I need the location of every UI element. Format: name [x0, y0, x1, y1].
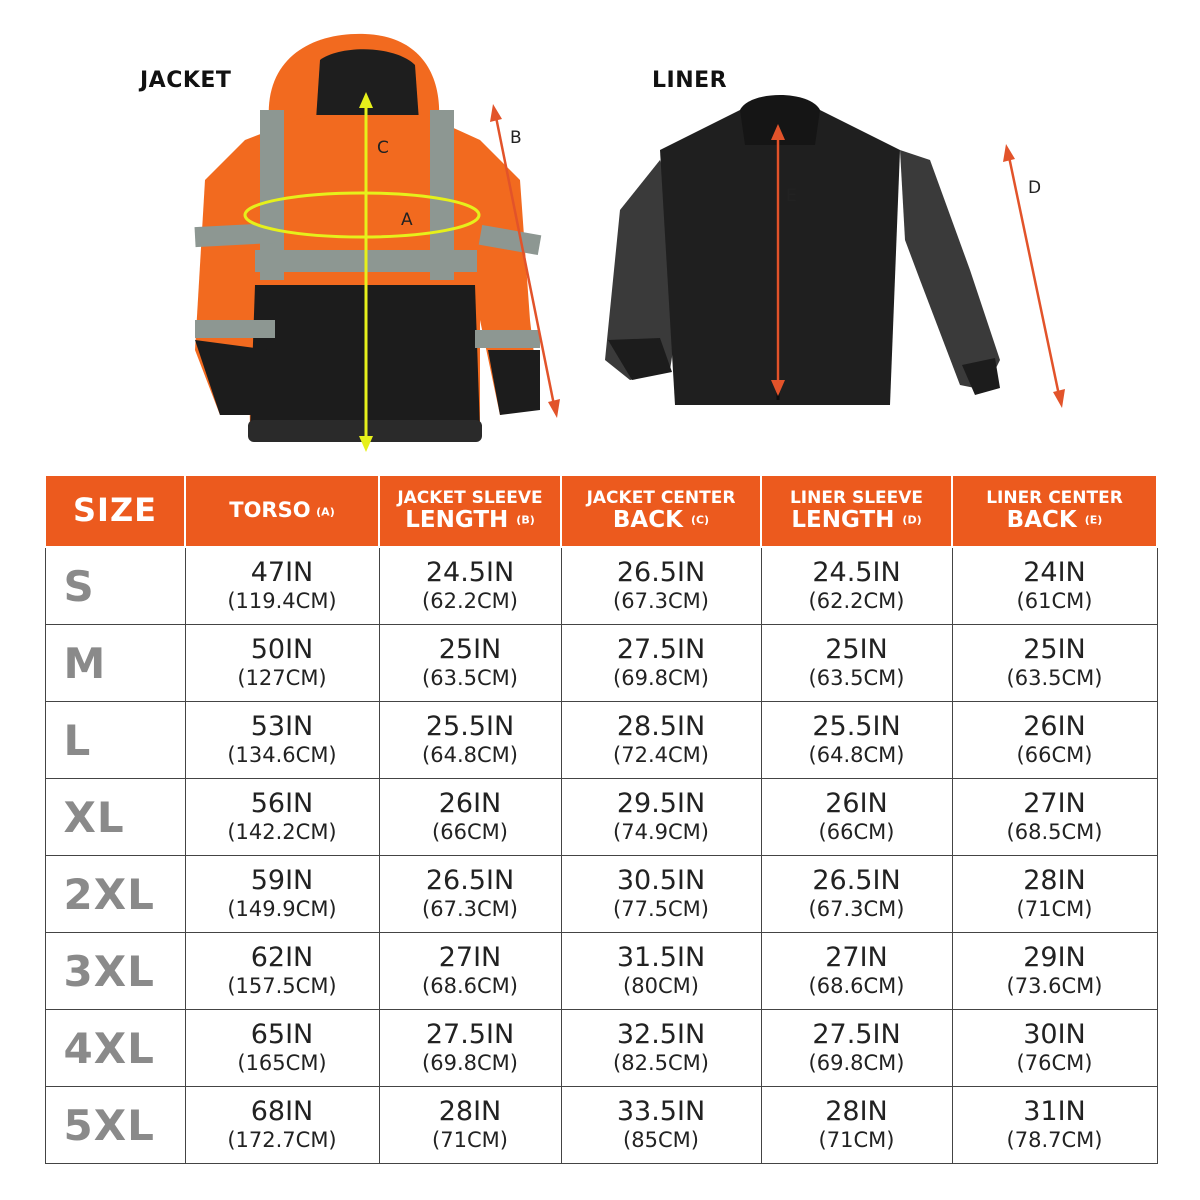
size-cell: L: [45, 702, 185, 779]
torso-cell: [185, 547, 379, 625]
liner-back-cm: (61CM): [1016, 589, 1093, 613]
liner-sleeve-cm: (64.8CM): [808, 743, 905, 767]
size-cell: S: [45, 547, 185, 625]
table-row: [45, 547, 1157, 625]
jacket-sleeve-cell: [379, 547, 561, 625]
liner-back-cell: [952, 547, 1157, 625]
liner-back-in: 29IN: [1023, 942, 1086, 973]
liner-sleeve-cm: (68.6CM): [808, 974, 905, 998]
header-liner-back-top: LINER CENTER: [986, 488, 1123, 508]
liner-back-cell: [952, 779, 1157, 856]
torso-in: 65IN: [250, 1019, 314, 1050]
header-torso-sub: (A): [316, 505, 335, 519]
liner-back-cell: [952, 625, 1157, 702]
liner-back-cm: (76CM): [1016, 1051, 1093, 1075]
header-jacket-sleeve-sub: (B): [516, 513, 535, 527]
liner-back-in: 24IN: [1023, 557, 1086, 588]
liner-back-cell: [952, 1010, 1157, 1087]
torso-cell: [185, 856, 379, 933]
table-row: [45, 702, 1157, 779]
torso-in: 56IN: [250, 788, 314, 819]
jacket-back-in: 26.5IN: [616, 557, 706, 588]
table-header-row: [45, 475, 1157, 547]
header-liner-sleeve-top: LINER SLEEVE: [789, 488, 924, 508]
liner-sleeve-cell: [761, 702, 952, 779]
jacket-back-in: 31.5IN: [616, 942, 706, 973]
header-jacket-sleeve: [379, 475, 561, 547]
liner-back-cm: (63.5CM): [1006, 666, 1103, 690]
torso-cm: (149.9CM): [227, 897, 337, 921]
liner-sleeve-in: 28IN: [825, 1096, 888, 1127]
torso-cm: (127CM): [237, 666, 327, 690]
jacket-back-cell: [561, 1010, 761, 1087]
jacket-sleeve-cm: (62.2CM): [422, 589, 518, 613]
jacket-sleeve-cm: (67.3CM): [422, 897, 518, 921]
torso-cell: [185, 1010, 379, 1087]
liner-back-in: 30IN: [1023, 1019, 1086, 1050]
jacket-back-cell: [561, 933, 761, 1010]
header-jacket-sleeve-bottom: LENGTH: [405, 506, 509, 533]
size-cell: 4XL: [45, 1010, 185, 1087]
liner-sleeve-cm: (63.5CM): [808, 666, 905, 690]
liner-back-in: 26IN: [1023, 711, 1086, 742]
jacket-label: JACKET: [140, 68, 232, 93]
liner-back-cell: [952, 702, 1157, 779]
jacket-back-cm: (77.5CM): [613, 897, 709, 921]
liner-sleeve-cm: (67.3CM): [808, 897, 905, 921]
size-cell: M: [45, 625, 185, 702]
header-jacket-back-sub: (C): [690, 513, 710, 527]
liner-back-cm: (73.6CM): [1006, 974, 1103, 998]
table-row: [45, 1087, 1157, 1164]
liner-sleeve-in: 26IN: [825, 788, 888, 819]
jacket-sleeve-in: 27IN: [438, 942, 502, 973]
size-cell: XL: [45, 779, 185, 856]
jacket-back-in: 30.5IN: [616, 865, 706, 896]
table-row: [45, 625, 1157, 702]
torso-in: 68IN: [250, 1096, 314, 1127]
torso-cm: (119.4CM): [227, 589, 337, 613]
size-chart-table: [44, 474, 1158, 1164]
liner-sleeve-in: 25.5IN: [812, 711, 901, 742]
torso-cell: [185, 933, 379, 1010]
liner-back-in: 31IN: [1023, 1096, 1086, 1127]
liner-sleeve-cm: (62.2CM): [808, 589, 905, 613]
liner-back-in: 27IN: [1023, 788, 1086, 819]
jacket-sleeve-cell: [379, 933, 561, 1010]
header-torso: [185, 475, 379, 547]
measure-label-e: E: [786, 186, 797, 206]
jacket-sleeve-cell: [379, 779, 561, 856]
liner-label: LINER: [652, 68, 728, 93]
jacket-sleeve-cm: (71CM): [432, 1128, 508, 1152]
jacket-back-cm: (67.3CM): [613, 589, 709, 613]
header-liner-sleeve-sub: (D): [902, 513, 922, 527]
size-cell: 3XL: [45, 933, 185, 1010]
table-row: [45, 856, 1157, 933]
liner-back-cm: (78.7CM): [1006, 1128, 1103, 1152]
liner-sleeve-cell: [761, 1010, 952, 1087]
header-liner-sleeve: [761, 475, 952, 547]
header-jacket-back-bottom: BACK: [612, 506, 683, 533]
liner-back-in: 25IN: [1023, 634, 1086, 665]
jacket-sleeve-cm: (66CM): [432, 820, 508, 844]
torso-in: 47IN: [250, 557, 314, 588]
table-row: [45, 779, 1157, 856]
header-size: SIZE: [45, 475, 185, 547]
liner-sleeve-cell: [761, 856, 952, 933]
jacket-sleeve-cell: [379, 856, 561, 933]
liner-sleeve-in: 24.5IN: [812, 557, 901, 588]
liner-sleeve-cell: [761, 779, 952, 856]
jacket-back-cm: (85CM): [623, 1128, 699, 1152]
jacket-sleeve-in: 25IN: [438, 634, 502, 665]
liner-sleeve-in: 27IN: [825, 942, 888, 973]
liner-sleeve-in: 26.5IN: [812, 865, 901, 896]
torso-cell: [185, 779, 379, 856]
size-cell: 2XL: [45, 856, 185, 933]
liner-sleeve-cm: (66CM): [818, 820, 895, 844]
header-liner-back-sub: (E): [1084, 513, 1103, 527]
liner-back-cm: (66CM): [1016, 743, 1093, 767]
liner-image: [600, 90, 1080, 420]
measure-label-b: B: [510, 128, 522, 148]
jacket-sleeve-in: 26.5IN: [425, 865, 515, 896]
jacket-back-in: 28.5IN: [616, 711, 706, 742]
torso-cell: [185, 702, 379, 779]
jacket-sleeve-in: 26IN: [438, 788, 502, 819]
measure-label-c: C: [377, 138, 389, 158]
liner-back-cell: [952, 1087, 1157, 1164]
jacket-back-cell: [561, 547, 761, 625]
jacket-back-cell: [561, 779, 761, 856]
liner-back-cm: (71CM): [1016, 897, 1093, 921]
header-torso-label: TORSO: [229, 498, 311, 523]
liner-back-cm: (68.5CM): [1006, 820, 1103, 844]
measure-label-a: A: [401, 210, 413, 230]
torso-cm: (142.2CM): [227, 820, 337, 844]
jacket-back-cell: [561, 1087, 761, 1164]
jacket-sleeve-cm: (64.8CM): [422, 743, 518, 767]
liner-sleeve-cell: [761, 547, 952, 625]
jacket-back-in: 27.5IN: [616, 634, 706, 665]
jacket-sleeve-in: 24.5IN: [425, 557, 515, 588]
torso-in: 53IN: [250, 711, 314, 742]
jacket-sleeve-in: 25.5IN: [425, 711, 515, 742]
torso-cm: (172.7CM): [227, 1128, 337, 1152]
jacket-sleeve-in: 28IN: [438, 1096, 502, 1127]
jacket-sleeve-cell: [379, 625, 561, 702]
torso-in: 50IN: [250, 634, 314, 665]
torso-cm: (165CM): [237, 1051, 327, 1075]
jacket-sleeve-cm: (68.6CM): [422, 974, 518, 998]
liner-back-in: 28IN: [1023, 865, 1086, 896]
liner-back-cell: [952, 856, 1157, 933]
header-jacket-sleeve-top: JACKET SLEEVE: [397, 488, 543, 508]
jacket-back-cell: [561, 702, 761, 779]
jacket-sleeve-cell: [379, 1010, 561, 1087]
jacket-back-cm: (80CM): [623, 974, 699, 998]
jacket-sleeve-cell: [379, 702, 561, 779]
liner-sleeve-in: 27.5IN: [812, 1019, 901, 1050]
size-cell: 5XL: [45, 1087, 185, 1164]
liner-sleeve-cell: [761, 625, 952, 702]
jacket-back-cell: [561, 625, 761, 702]
table-row: [45, 933, 1157, 1010]
jacket-back-in: 29.5IN: [616, 788, 706, 819]
liner-back-cell: [952, 933, 1157, 1010]
header-liner-sleeve-bottom: LENGTH: [791, 506, 895, 533]
liner-sleeve-cell: [761, 933, 952, 1010]
header-jacket-back-top: JACKET CENTER: [586, 488, 736, 508]
jacket-sleeve-in: 27.5IN: [425, 1019, 515, 1050]
jacket-sleeve-cm: (63.5CM): [422, 666, 518, 690]
jacket-back-cm: (69.8CM): [613, 666, 709, 690]
jacket-sleeve-cell: [379, 1087, 561, 1164]
header-jacket-back: [561, 475, 761, 547]
jacket-back-cell: [561, 856, 761, 933]
torso-cell: [185, 1087, 379, 1164]
liner-sleeve-cm: (69.8CM): [808, 1051, 905, 1075]
torso-cm: (134.6CM): [227, 743, 337, 767]
jacket-image: [180, 20, 580, 460]
jacket-back-in: 33.5IN: [616, 1096, 706, 1127]
torso-in: 59IN: [250, 865, 314, 896]
liner-sleeve-in: 25IN: [825, 634, 888, 665]
header-liner-back: [952, 475, 1157, 547]
jacket-back-cm: (74.9CM): [613, 820, 709, 844]
torso-cm: (157.5CM): [227, 974, 337, 998]
torso-cell: [185, 625, 379, 702]
jacket-back-cm: (82.5CM): [613, 1051, 709, 1075]
header-liner-back-bottom: BACK: [1006, 506, 1077, 533]
jacket-back-in: 32.5IN: [616, 1019, 706, 1050]
jacket-back-cm: (72.4CM): [613, 743, 709, 767]
liner-sleeve-cm: (71CM): [818, 1128, 895, 1152]
measure-label-d: D: [1028, 178, 1042, 198]
table-row: [45, 1010, 1157, 1087]
jacket-sleeve-cm: (69.8CM): [422, 1051, 518, 1075]
torso-in: 62IN: [250, 942, 314, 973]
liner-sleeve-cell: [761, 1087, 952, 1164]
